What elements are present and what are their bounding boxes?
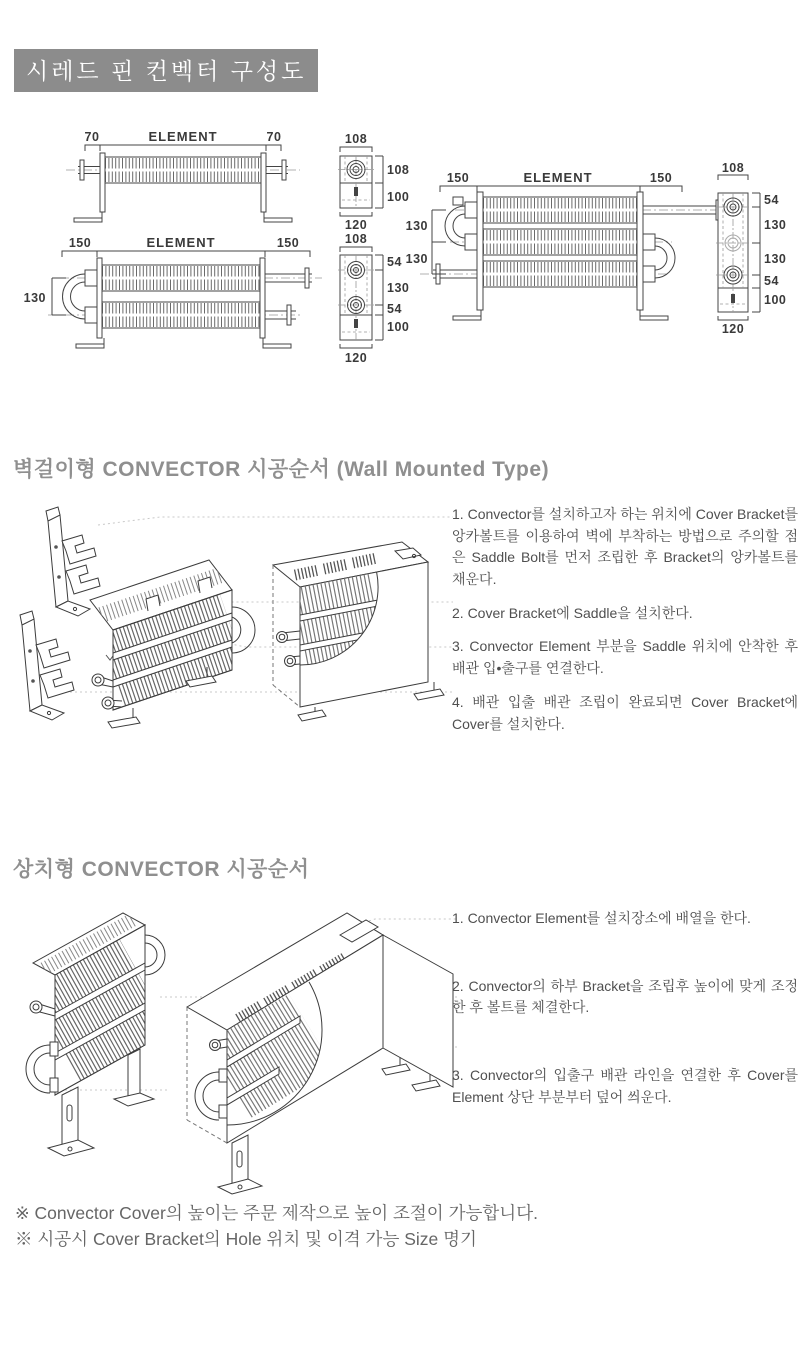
- dim-label: 130: [23, 291, 46, 305]
- dim-label: 108: [721, 161, 745, 175]
- footer-notes: [15, 1200, 538, 1253]
- wall-mount-illustrations: [10, 495, 455, 753]
- cross-section-single-row: [338, 147, 383, 216]
- dim-label: 70: [266, 130, 282, 144]
- front-view-double-row: [48, 251, 322, 348]
- dim-label: 130: [764, 252, 787, 266]
- wall-section-steps: [452, 504, 798, 747]
- note-1: ※ Convector Cover의 높이는 주문 제작으로 높이 조절이 가능합니다.: [15, 1203, 538, 1223]
- dim-label: 120: [344, 218, 368, 232]
- dim-label: 130: [764, 218, 787, 232]
- composition-diagrams: [0, 112, 800, 372]
- dim-label: 108: [344, 232, 368, 246]
- dim-label: 100: [764, 293, 787, 307]
- dim-label: 54: [764, 274, 779, 288]
- convector-element-illustration: [26, 913, 165, 1156]
- dim-label: 54: [764, 193, 779, 207]
- convector-element-illustration: [90, 560, 255, 728]
- wall-section-heading: 벽걸이형 CONVECTOR 시공순서 (Wall Mounted Type): [13, 458, 550, 481]
- convector-cover-illustration: [187, 913, 453, 1194]
- dim-label: 150: [276, 236, 300, 250]
- floor-section-heading: 상치형 CONVECTOR 시공순서: [13, 858, 310, 881]
- note-2: ※ 시공시 Cover Bracket의 Hole 위치 및 이격 가능 Size 명기: [15, 1229, 477, 1250]
- dim-label: 120: [344, 351, 368, 365]
- wall-step-4: 4. 배관 입출 배관 조립이 완료되면 Cover Bracket에 Cover를 설치한다.: [452, 693, 798, 732]
- element-label: ELEMENT: [146, 235, 216, 250]
- wall-step-1: 1. Convector를 설치하고자 하는 위치에 Cover Bracket를 앙카볼트를 이용하여 벽에 부착하는 방법으로 주의할 점은 Saddle Bolt를 먼저 조립한 후 Bracket의 앙카볼트를 채운다.: [452, 506, 798, 588]
- floor-section-steps: [452, 908, 798, 1154]
- page-title: 시레드 핀 컨벡터 구성도: [14, 49, 318, 92]
- element-label: ELEMENT: [523, 170, 593, 185]
- front-view-triple-row: [420, 186, 742, 320]
- dim-label: 150: [446, 171, 470, 185]
- dim-label: 150: [68, 236, 92, 250]
- cross-section-triple-row: [716, 175, 760, 320]
- floor-type-illustrations: [10, 895, 460, 1195]
- dim-label: 150: [649, 171, 673, 185]
- wall-step-2: 2. Cover Bracket에 Saddle을 설치한다.: [452, 604, 693, 621]
- dim-label: 100: [387, 190, 410, 204]
- cross-section-double-row: [338, 247, 383, 348]
- dim-label: 120: [721, 322, 745, 336]
- dim-label: 130: [405, 219, 428, 233]
- floor-step-2: 2. Convector의 하부 Bracket을 조립후 높이에 맞게 조정한 후 볼트를 체결한다.: [452, 977, 798, 1016]
- dim-label: 108: [387, 163, 410, 177]
- element-label: ELEMENT: [148, 129, 218, 144]
- floor-step-1: 1. Convector Element를 설치장소에 배열을 한다.: [452, 910, 751, 926]
- dim-label: 54: [387, 302, 402, 316]
- dim-label: 108: [344, 132, 368, 146]
- convector-cover-illustration: [273, 542, 444, 721]
- dim-label: 54: [387, 255, 402, 269]
- front-view-single-row: [66, 145, 300, 222]
- dim-label: 130: [405, 252, 428, 266]
- dim-label: 100: [387, 320, 410, 334]
- floor-step-3: 3. Convector의 입출구 배관 라인을 연결한 후 Cover를 Element 상단 부분부터 덮어 씌운다.: [452, 1067, 798, 1105]
- dim-label: 130: [387, 281, 410, 295]
- wall-step-3: 3. Convector Element 부분을 Saddle 위치에 안착한 후 배관 입•출구를 연결한다.: [452, 638, 798, 677]
- dim-label: 70: [84, 130, 100, 144]
